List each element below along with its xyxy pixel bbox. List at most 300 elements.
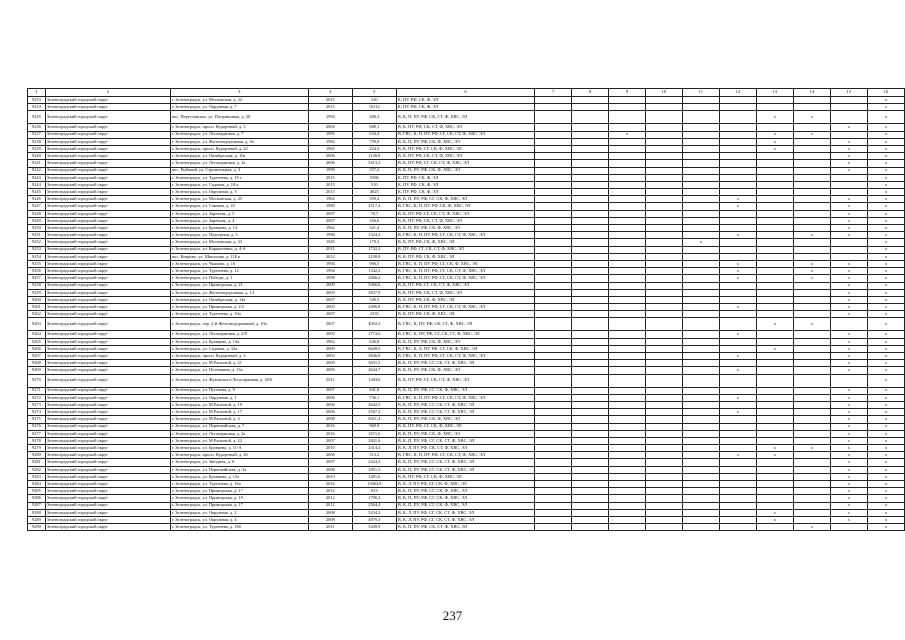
column-number-9: 9 (609, 89, 646, 97)
mark-cell-col-8 (572, 225, 609, 232)
mark-cell-col-12 (719, 466, 756, 473)
construction-year: 2007 (308, 387, 352, 394)
mark-cell-col-15 (830, 239, 867, 246)
mark-cell-col-14 (793, 217, 830, 224)
building-address: г. Зеленоградск, просп. Курортный, д. 3 (170, 124, 308, 131)
table-row (28, 481, 905, 488)
table-row (28, 225, 905, 232)
mark-cell-col-13 (756, 353, 793, 360)
mark-cell-col-12 (719, 160, 756, 167)
mark-cell-col-11 (682, 394, 719, 401)
mark-cell-col-7 (535, 225, 572, 232)
municipality-name: Зеленоградский городской округ (45, 524, 170, 531)
row-number: 9274 (28, 409, 46, 416)
mark-cell-col-14 (793, 124, 830, 131)
mark-cell-col-11 (682, 524, 719, 531)
row-number: 9257 (28, 275, 46, 282)
mark-cell-col-9 (609, 409, 646, 416)
mark-cell-col-12: x (719, 196, 756, 203)
mark-cell-col-11 (682, 437, 719, 444)
mark-cell-col-12 (719, 217, 756, 224)
municipality-name: Зеленоградский городской округ (45, 296, 170, 303)
mark-cell-col-16: x (867, 131, 904, 138)
building-address: г. Зеленоградск, пер. 2-й Железнодорожный, д. 10а (170, 318, 308, 331)
mark-cell-col-16: x (867, 524, 904, 531)
building-address: г. Зеленоградск, ул. Бровцева, д. 14а (170, 338, 308, 345)
engineering-systems: В, К, П, ПУ, РФ, СГ, СК, СТ, Ф, ХВС, ЭЛ (396, 466, 534, 473)
mark-cell-col-9 (609, 459, 646, 466)
mark-cell-col-11 (682, 387, 719, 394)
mark-cell-col-16: x (867, 353, 904, 360)
engineering-systems: В, К, П, ПУ, РФ, СГ, СК, Ф, ХВС, ЭЛ (396, 196, 534, 203)
mark-cell-col-11 (682, 97, 719, 104)
mark-cell-col-10 (645, 104, 682, 111)
mark-cell-col-11 (682, 225, 719, 232)
mark-cell-col-9 (609, 217, 646, 224)
mark-cell-col-12 (719, 387, 756, 394)
municipality-name: Зеленоградский городской округ (45, 502, 170, 509)
building-address: пос. Рыбачий, ул. Строительная, д. 3 (170, 167, 308, 174)
mark-cell-col-16: x (867, 473, 904, 480)
building-address: г. Зеленоградск, ул. Приморская, д. 21 (170, 282, 308, 289)
mark-cell-col-7 (535, 246, 572, 253)
mark-cell-col-9 (609, 452, 646, 459)
mark-cell-col-8 (572, 473, 609, 480)
construction-year: 2009 (308, 345, 352, 352)
row-number: 9255 (28, 260, 46, 267)
mark-cell-col-7 (535, 289, 572, 296)
mark-cell-col-10 (645, 217, 682, 224)
mark-cell-col-7 (535, 239, 572, 246)
mark-cell-col-13 (756, 488, 793, 495)
mark-cell-col-10 (645, 367, 682, 374)
building-area: 357,2 (352, 167, 396, 174)
building-address: г. Зеленоградск, ул. Приморская, д. 2/2 (170, 304, 308, 311)
mark-cell-col-13 (756, 524, 793, 531)
mark-cell-col-11 (682, 153, 719, 160)
mark-cell-col-13 (756, 260, 793, 267)
building-area: 359,4 (352, 196, 396, 203)
mark-cell-col-12 (719, 488, 756, 495)
municipality-name: Зеленоградский городской округ (45, 401, 170, 408)
row-number: 9249 (28, 217, 46, 224)
building-address: г. Зеленоградск, просп. Курортный, д. 22 (170, 145, 308, 152)
mark-cell-col-16: x (867, 246, 904, 253)
mark-cell-col-11: x (682, 239, 719, 246)
mark-cell-col-12 (719, 153, 756, 160)
mark-cell-col-7 (535, 394, 572, 401)
municipality-name: Зеленоградский городской округ (45, 232, 170, 239)
mark-cell-col-8 (572, 459, 609, 466)
mark-cell-col-10 (645, 232, 682, 239)
mark-cell-col-12 (719, 445, 756, 452)
row-number: 9269 (28, 367, 46, 374)
mark-cell-col-14: x (793, 260, 830, 267)
mark-cell-col-7 (535, 311, 572, 318)
mark-cell-col-8 (572, 196, 609, 203)
table-row (28, 401, 905, 408)
building-address: г. Зеленоградск, ул. Победы, д. 1 (170, 275, 308, 282)
mark-cell-col-11 (682, 481, 719, 488)
construction-year: 2005 (308, 360, 352, 367)
mark-cell-col-13 (756, 253, 793, 260)
building-address: г. Зеленоградск, ул. Лесопарковая, д. 2а (170, 430, 308, 437)
mark-cell-col-13 (756, 174, 793, 181)
mark-cell-col-15: x (830, 367, 867, 374)
mark-cell-col-12: x (719, 353, 756, 360)
mark-cell-col-15: x (830, 160, 867, 167)
municipality-name: Зеленоградский городской округ (45, 318, 170, 331)
building-address: г. Зеленоградск, ул. М.Расковой, д. 22 (170, 437, 308, 444)
mark-cell-col-16: x (867, 104, 904, 111)
row-number: 9245 (28, 189, 46, 196)
building-area: 5449,9 (352, 524, 396, 531)
construction-year: 2015 (308, 181, 352, 188)
mark-cell-col-7 (535, 97, 572, 104)
mark-cell-col-9 (609, 189, 646, 196)
mark-cell-col-7 (535, 275, 572, 282)
mark-cell-col-9 (609, 387, 646, 394)
mark-cell-col-11 (682, 289, 719, 296)
mark-cell-col-13 (756, 466, 793, 473)
mark-cell-col-12: x (719, 268, 756, 275)
mark-cell-col-8 (572, 131, 609, 138)
mark-cell-col-7 (535, 409, 572, 416)
row-number: 9265 (28, 338, 46, 345)
engineering-systems: В, ПУ, РФ, СГ, СК, СТ, Ф, ХВС, ЭЛ (396, 246, 534, 253)
mark-cell-col-8 (572, 394, 609, 401)
mark-cell-col-14 (793, 345, 830, 352)
mark-cell-col-10 (645, 225, 682, 232)
mark-cell-col-16: x (867, 409, 904, 416)
engineering-systems: В, К, П, ПУ, РФ, СК, Ф, ХВС, ЭЛ (396, 367, 534, 374)
mark-cell-col-11 (682, 167, 719, 174)
mark-cell-col-15: x (830, 331, 867, 338)
mark-cell-col-16: x (867, 331, 904, 338)
mark-cell-col-9 (609, 353, 646, 360)
mark-cell-col-10 (645, 189, 682, 196)
mark-cell-col-14 (793, 401, 830, 408)
mark-cell-col-9 (609, 210, 646, 217)
mark-cell-col-10 (645, 345, 682, 352)
building-area: 841,8 (352, 387, 396, 394)
column-number-13: 13 (756, 89, 793, 97)
mark-cell-col-11 (682, 345, 719, 352)
building-area: 520 (352, 97, 396, 104)
mark-cell-col-14 (793, 97, 830, 104)
mark-cell-col-11 (682, 331, 719, 338)
mark-cell-col-8 (572, 275, 609, 282)
mark-cell-col-11 (682, 275, 719, 282)
mark-cell-col-9 (609, 311, 646, 318)
mark-cell-col-9 (609, 495, 646, 502)
engineering-systems: В, К, П, ПУ, РФ, СК, Ф, ХВС, ЭЛ (396, 167, 534, 174)
row-number: 9290 (28, 524, 46, 531)
mark-cell-col-16: x (867, 145, 904, 152)
engineering-systems: В, К, П, ПУ, РФ, СГ, СК, СТ, Ф, ХВС, ЭЛ (396, 401, 534, 408)
table-row (28, 167, 905, 174)
row-number: 9256 (28, 268, 46, 275)
mark-cell-col-8 (572, 232, 609, 239)
building-address: г. Зеленоградск, ул. Зареччая, д. 4 (170, 217, 308, 224)
mark-cell-col-9 (609, 360, 646, 367)
engineering-systems: К, ПУ, РФ, СК, Ф, ЭЛ (396, 104, 534, 111)
mark-cell-col-12 (719, 181, 756, 188)
table-row (28, 275, 905, 282)
mark-cell-col-14 (793, 196, 830, 203)
row-number: 9277 (28, 430, 46, 437)
mark-cell-col-13: x (756, 452, 793, 459)
mark-cell-col-16: x (867, 196, 904, 203)
building-address: г. Зеленоградск, ул. Тургенева, д. 19 г (170, 174, 308, 181)
municipality-name: Зеленоградский городской округ (45, 516, 170, 523)
engineering-systems: В, К, ПУ, РФ, СК, СТ, Ф, ХВС, ЭЛ (396, 289, 534, 296)
building-address: г. Зеленоградск, ул. Бровцева, д. 15а (170, 473, 308, 480)
mark-cell-col-15 (830, 318, 867, 331)
mark-cell-col-13 (756, 210, 793, 217)
mark-cell-col-16: x (867, 516, 904, 523)
mark-cell-col-15: x (830, 459, 867, 466)
mark-cell-col-10 (645, 409, 682, 416)
mark-cell-col-13 (756, 268, 793, 275)
table-row (28, 459, 905, 466)
mark-cell-col-7 (535, 167, 572, 174)
mark-cell-col-8 (572, 331, 609, 338)
mark-cell-col-10 (645, 153, 682, 160)
mark-cell-col-12 (719, 167, 756, 174)
engineering-systems: В, ГВС, К, П, ПУ, РФ, СГ, СК, Ф, ХВС, ЭЛ (396, 260, 534, 267)
mark-cell-col-15: x (830, 338, 867, 345)
building-area: 513,2 (352, 452, 396, 459)
mark-cell-col-15: x (830, 401, 867, 408)
mark-cell-col-15: x (830, 394, 867, 401)
mark-cell-col-13 (756, 374, 793, 387)
mark-cell-col-12: x (719, 232, 756, 239)
mark-cell-col-10 (645, 473, 682, 480)
mark-cell-col-11 (682, 423, 719, 430)
building-address: г. Зеленоградск, ул. Тургенева, д. 10а (170, 311, 308, 318)
mark-cell-col-9 (609, 509, 646, 516)
mark-cell-col-15: x (830, 225, 867, 232)
row-number: 9247 (28, 203, 46, 210)
building-area: 5586 (352, 174, 396, 181)
mark-cell-col-13 (756, 239, 793, 246)
mark-cell-col-13 (756, 181, 793, 188)
table-row (28, 445, 905, 452)
mark-cell-col-13 (756, 387, 793, 394)
mark-cell-col-16: x (867, 509, 904, 516)
engineering-systems: В, К, П, ПУ, РФ, СГ, СК, СТ, Ф, ХВС, ЭЛ (396, 409, 534, 416)
mark-cell-col-8 (572, 367, 609, 374)
construction-year: 1965 (308, 145, 352, 152)
table-row (28, 260, 905, 267)
mark-cell-col-11 (682, 353, 719, 360)
mark-cell-col-14 (793, 210, 830, 217)
mark-cell-col-8 (572, 374, 609, 387)
municipality-name: Зеленоградский городской округ (45, 153, 170, 160)
construction-year: 1999 (308, 167, 352, 174)
mark-cell-col-11 (682, 282, 719, 289)
mark-cell-col-14: x (793, 524, 830, 531)
mark-cell-col-10 (645, 268, 682, 275)
engineering-systems: В, ГВС, К, ПУ, РФ, СК, СТ, Ф, ХВС, ЭЛ (396, 318, 534, 331)
mark-cell-col-14 (793, 495, 830, 502)
construction-year: 2012 (308, 495, 352, 502)
mark-cell-col-16: x (867, 387, 904, 394)
table-row (28, 311, 905, 318)
mark-cell-col-7 (535, 416, 572, 423)
construction-year: 2016 (308, 430, 352, 437)
mark-cell-col-7 (535, 203, 572, 210)
mark-cell-col-12: x (719, 304, 756, 311)
building-address: г. Зеленоградск, ул. Окружная, д. 3 (170, 189, 308, 196)
mark-cell-col-8 (572, 296, 609, 303)
row-number: 9240 (28, 153, 46, 160)
mark-cell-col-15: x (830, 445, 867, 452)
building-area: 1732,2 (352, 246, 396, 253)
row-number: 9238 (28, 138, 46, 145)
municipality-name: Зеленоградский городской округ (45, 488, 170, 495)
municipality-name: Зеленоградский городской округ (45, 331, 170, 338)
mark-cell-col-13 (756, 225, 793, 232)
mark-cell-col-8 (572, 416, 609, 423)
mark-cell-col-8 (572, 509, 609, 516)
building-area: 2335 (352, 311, 396, 318)
building-area: 5631,3 (352, 360, 396, 367)
row-number: 9283 (28, 473, 46, 480)
construction-year: 2007 (308, 311, 352, 318)
table-row (28, 145, 905, 152)
mark-cell-col-13 (756, 153, 793, 160)
column-number-14: 14 (793, 89, 830, 97)
row-number: 9287 (28, 502, 46, 509)
mark-cell-col-15 (830, 174, 867, 181)
construction-year: 2006 (308, 153, 352, 160)
table-row (28, 338, 905, 345)
mark-cell-col-9 (609, 289, 646, 296)
mark-cell-col-8 (572, 430, 609, 437)
mark-cell-col-10 (645, 124, 682, 131)
column-number-10: 10 (645, 89, 682, 97)
building-area: 8411,4 (352, 416, 396, 423)
row-number: 9272 (28, 394, 46, 401)
engineering-systems: В, К, П, ПУ, РФ, СК, Ф, ХВС, ЭЛ (396, 338, 534, 345)
table-row (28, 232, 905, 239)
mark-cell-col-9 (609, 394, 646, 401)
engineering-systems: В, К, П, ПУ, РФ, СГ, СК, Ф, ХВС, ЭЛ (396, 488, 534, 495)
building-address: г. Зеленоградск, ул. Жуковского/Лесопарковая, д. 2б/6 (170, 374, 308, 387)
mark-cell-col-11 (682, 111, 719, 124)
row-number: 9258 (28, 282, 46, 289)
mark-cell-col-11 (682, 131, 719, 138)
building-address: г. Зеленоградск, просп. Курортный, д. 26 (170, 452, 308, 459)
mark-cell-col-14 (793, 225, 830, 232)
mark-cell-col-15: x (830, 495, 867, 502)
construction-year: 2012 (308, 253, 352, 260)
construction-year: 2007 (308, 437, 352, 444)
building-address: г. Зеленоградск, ул. Октябрьская, д. 14а (170, 296, 308, 303)
table-row (28, 360, 905, 367)
mark-cell-col-9 (609, 437, 646, 444)
mark-cell-col-15: x (830, 387, 867, 394)
mark-cell-col-14 (793, 437, 830, 444)
construction-year: 2012 (308, 488, 352, 495)
row-number: 9280 (28, 452, 46, 459)
building-address: г. Зеленоградск, ул. Московская, д. 23 (170, 239, 308, 246)
mark-cell-col-9 (609, 416, 646, 423)
mark-cell-col-8 (572, 145, 609, 152)
municipality-name: Зеленоградский городской округ (45, 473, 170, 480)
municipality-name: Зеленоградский городской округ (45, 338, 170, 345)
row-number: 9241 (28, 160, 46, 167)
mark-cell-col-14 (793, 104, 830, 111)
row-number: 9234 (28, 104, 46, 111)
building-address: г. Зеленоградск, ул. Московская, д. 22 (170, 97, 308, 104)
mark-cell-col-16: x (867, 174, 904, 181)
mark-cell-col-16: x (867, 225, 904, 232)
mark-cell-col-7 (535, 495, 572, 502)
register-table-body (28, 97, 905, 531)
building-area: 1481,6 (352, 473, 396, 480)
building-area: 4625 (352, 189, 396, 196)
municipality-name: Зеленоградский городской округ (45, 481, 170, 488)
mark-cell-col-9 (609, 338, 646, 345)
mark-cell-col-9 (609, 268, 646, 275)
mark-cell-col-7 (535, 160, 572, 167)
mark-cell-col-10 (645, 210, 682, 217)
mark-cell-col-16: x (867, 275, 904, 282)
building-area: 759,9 (352, 138, 396, 145)
mark-cell-col-7 (535, 445, 572, 452)
municipality-name: Зеленоградский городской округ (45, 430, 170, 437)
construction-year: 1996 (308, 232, 352, 239)
table-row (28, 423, 905, 430)
building-area: 3642,5 (352, 401, 396, 408)
mark-cell-col-10 (645, 466, 682, 473)
municipality-name: Зеленоградский городской округ (45, 203, 170, 210)
mark-cell-col-9: x (609, 131, 646, 138)
mark-cell-col-15: x (830, 153, 867, 160)
construction-year: 1994 (308, 111, 352, 124)
mark-cell-col-8 (572, 246, 609, 253)
municipality-name: Зеленоградский городской округ (45, 145, 170, 152)
table-row (28, 97, 905, 104)
table-row (28, 210, 905, 217)
mark-cell-col-13 (756, 232, 793, 239)
mark-cell-col-16: x (867, 268, 904, 275)
mark-cell-col-10 (645, 524, 682, 531)
mark-cell-col-11 (682, 495, 719, 502)
mark-cell-col-10 (645, 253, 682, 260)
mark-cell-col-9 (609, 181, 646, 188)
mark-cell-col-16: x (867, 430, 904, 437)
mark-cell-col-10 (645, 203, 682, 210)
table-row (28, 253, 905, 260)
building-address: г. Зеленоградск, ул. Чкалова, д. 16 (170, 260, 308, 267)
mark-cell-col-16: x (867, 138, 904, 145)
mark-cell-col-8 (572, 210, 609, 217)
construction-year: 2003 (308, 289, 352, 296)
mark-cell-col-8 (572, 387, 609, 394)
mark-cell-col-16: x (867, 488, 904, 495)
mark-cell-col-14 (793, 516, 830, 523)
mark-cell-col-13 (756, 104, 793, 111)
mark-cell-col-10 (645, 131, 682, 138)
mark-cell-col-13 (756, 459, 793, 466)
mark-cell-col-10 (645, 445, 682, 452)
mark-cell-col-9 (609, 374, 646, 387)
mark-cell-col-8 (572, 338, 609, 345)
